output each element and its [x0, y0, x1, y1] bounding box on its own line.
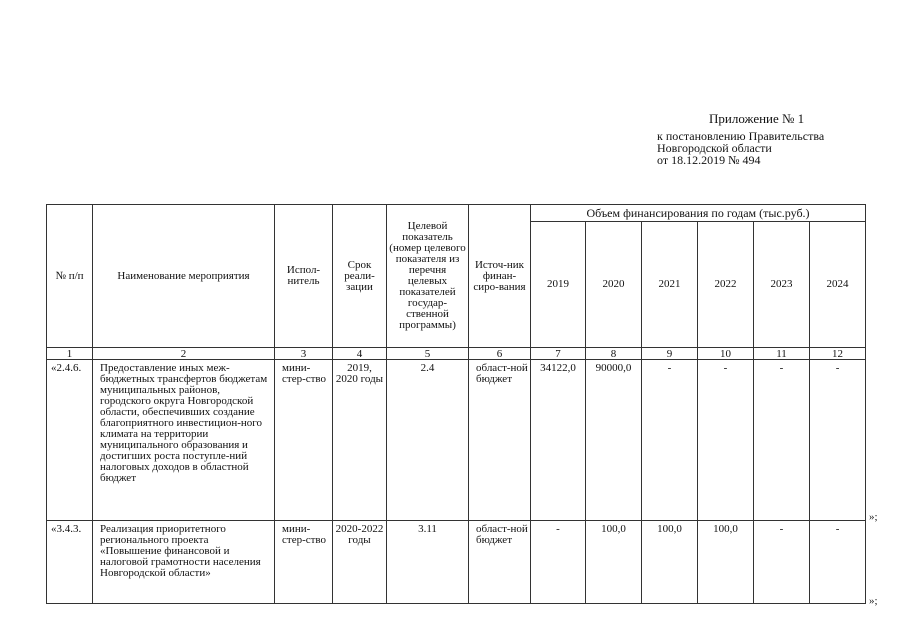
header-year: 2022	[698, 222, 754, 348]
row-period: 2019, 2020 годы	[333, 360, 387, 521]
table-row	[47, 521, 866, 604]
row-source: област-ной бюджет	[469, 360, 531, 521]
column-number: 8	[586, 348, 642, 360]
column-number: 11	[754, 348, 810, 360]
row-executor: мини-стер-ство	[275, 360, 333, 521]
header-target: Целевой показатель (номер целевого показателя из перечня целевых показателей государ-ственной программы)	[387, 205, 469, 348]
header-year: 2019	[531, 222, 586, 348]
header-source: Источ-ник финан-сиро-вания	[469, 205, 531, 348]
funding-table	[46, 204, 866, 604]
row-value: 100,0	[698, 521, 754, 604]
column-number-row	[47, 348, 866, 360]
row-value: -	[531, 521, 586, 604]
column-number: 1	[47, 348, 93, 360]
row-code: «2.4.6.	[47, 360, 93, 521]
appendix-title: Приложение № 1	[709, 111, 805, 126]
row-target: 2.4	[387, 360, 469, 521]
header-row-1	[47, 205, 866, 222]
row-value: 34122,0	[531, 360, 586, 521]
row-value: -	[810, 360, 866, 521]
column-number: 2	[93, 348, 275, 360]
row-code: «3.4.3.	[47, 521, 93, 604]
header-executor: Испол-нитель	[275, 205, 333, 348]
header-year: 2024	[810, 222, 866, 348]
row-value: 100,0	[586, 521, 642, 604]
row-name: Реализация приоритетного регионального проекта «Повышение финансовой и налоговой грамотности населения Новгородской области»	[93, 521, 275, 604]
column-number: 10	[698, 348, 754, 360]
header-year: 2020	[586, 222, 642, 348]
row-end-mark: »;	[869, 595, 878, 607]
row-value: 100,0	[642, 521, 698, 604]
column-number: 9	[642, 348, 698, 360]
column-number: 7	[531, 348, 586, 360]
header-year: 2023	[754, 222, 810, 348]
appendix-line-1: к постановлению Правительства	[657, 129, 825, 143]
column-number: 6	[469, 348, 531, 360]
row-value: 90000,0	[586, 360, 642, 521]
row-end-mark: »;	[869, 511, 878, 523]
row-name: Предоставление иных меж-бюджетных трансфертов бюджетам муниципальных районов, городского округа Новгородской области, обеспечивших создание благоприятного инвестицион-ного климата на территории муниципального образования и достигших роста поступле-ний налоговых доходов в областной бюджет	[93, 360, 275, 521]
row-value: -	[810, 521, 866, 604]
column-number: 3	[275, 348, 333, 360]
row-value: -	[754, 521, 810, 604]
row-executor: мини-стер-ство	[275, 521, 333, 604]
table-row	[47, 360, 866, 521]
header-funding: Объем финансирования по годам (тыс.руб.)	[531, 205, 866, 222]
header-num: № п/п	[47, 205, 93, 348]
row-source: област-ной бюджет	[469, 521, 531, 604]
row-period: 2020-2022 годы	[333, 521, 387, 604]
row-target: 3.11	[387, 521, 469, 604]
header-name: Наименование мероприятия	[93, 205, 275, 348]
row-value: -	[642, 360, 698, 521]
appendix-header	[657, 112, 897, 166]
column-number: 12	[810, 348, 866, 360]
header-year: 2021	[642, 222, 698, 348]
row-value: -	[698, 360, 754, 521]
header-period: Срок реали-зации	[333, 205, 387, 348]
row-value: -	[754, 360, 810, 521]
appendix-line-3: от 18.12.2019 № 494	[657, 153, 761, 167]
column-number: 4	[333, 348, 387, 360]
column-number: 5	[387, 348, 469, 360]
appendix-line-2: Новгородской области	[657, 141, 772, 155]
